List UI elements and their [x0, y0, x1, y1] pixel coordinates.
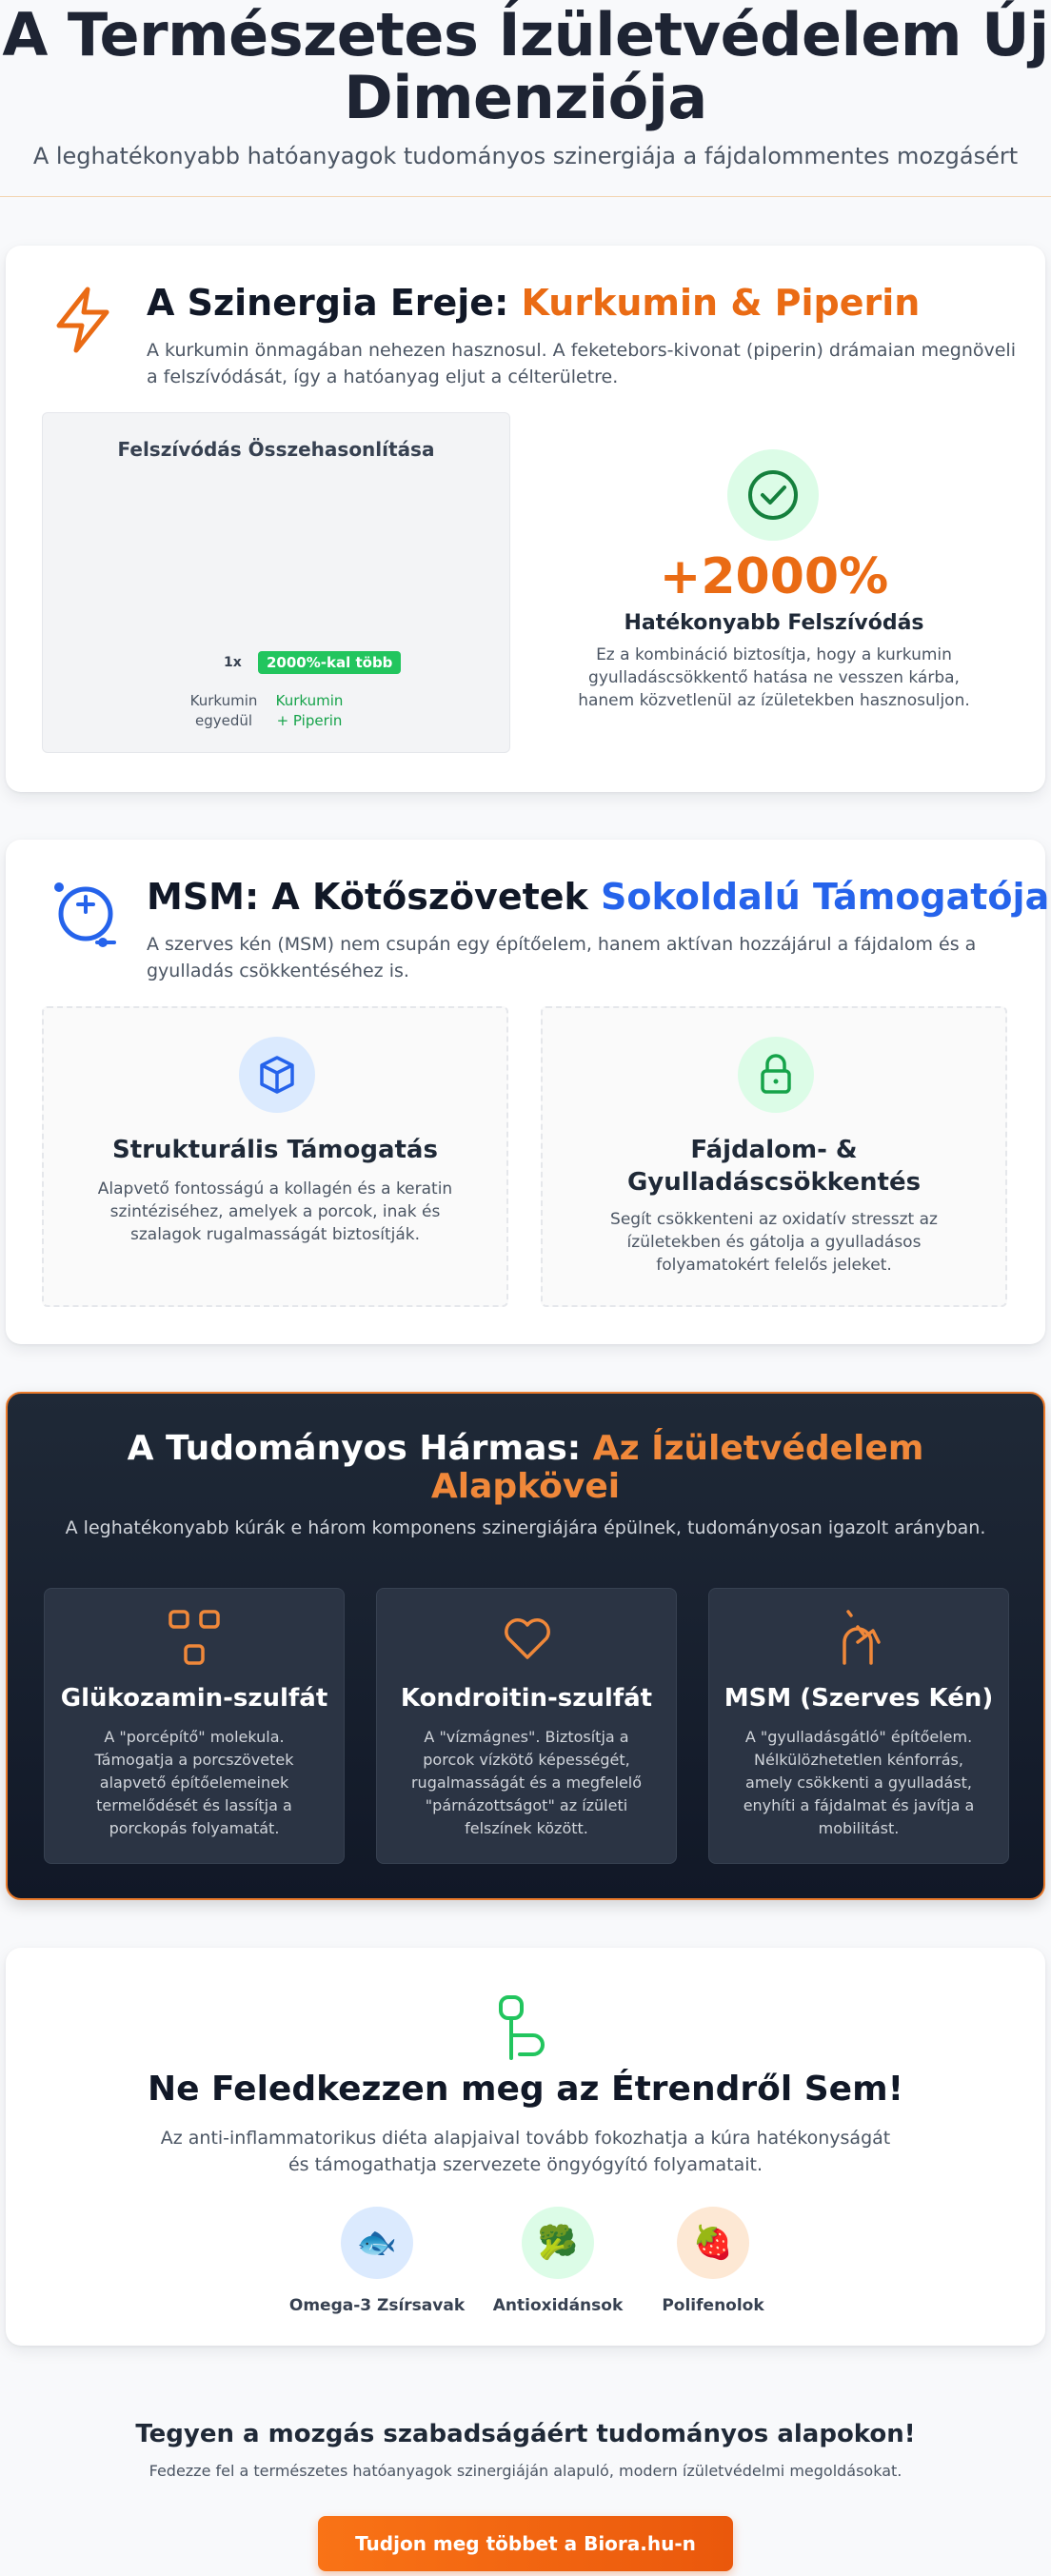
feature-pain-relief	[541, 1006, 1007, 1307]
category-b-line1: Kurkumin	[275, 692, 344, 709]
pillar-description: A "vízmágnes". Biztosítja a porcok vízkötő képességét, rugalmasságát és a megfelelő "párnázottságot" az ízületi felszínek között.	[410, 1728, 643, 1837]
category-curcumin-piperine	[271, 691, 347, 731]
msm-description: A szerves kén (MSM) nem csupán egy építőelem, hanem aktívan hozzájárul a fájdalom és a gyulladás csökkentéséhez is.	[147, 934, 977, 981]
stat-value: +2000%	[659, 548, 889, 605]
trio-title	[46, 1430, 1005, 1506]
pillar-chondroitin	[376, 1588, 677, 1864]
pillar-title: Kondroitin-szulfát	[400, 1684, 653, 1713]
category-a-line2: egyedül	[194, 712, 253, 729]
pillar-glucosamine	[44, 1588, 345, 1864]
synergy-description: A kurkumin önmagában nehezen hasznosul. A feketebors-kivonat (piperin) drámaian megnöveli a felszívódását, így a hatóanyag eljut a célterületre.	[147, 340, 1016, 387]
page-subtitle: A leghatékonyabb hatóanyagok tudományos szinergiája a fájdalommentes mozgásért	[32, 143, 1019, 169]
pillar-title: Glükozamin-szulfát	[60, 1684, 328, 1713]
stat-badge	[727, 449, 819, 541]
diet-item-label: Polifenolok	[662, 2296, 764, 2315]
heart-icon	[499, 1608, 556, 1669]
pillar-msm	[708, 1588, 1009, 1864]
category-a-line1: Kurkumin	[189, 692, 258, 709]
pillar-description: A "gyulladásgátló" építőelem. Nélkülözhetetlen kénforrás, amely csökkenti a gyulladást, enyhíti a fájdalmat és javítja a mobilitást.	[743, 1728, 975, 1837]
pillar-description: A "porcépítő" molekula. Támogatja a porcszövetek alapvető építőelemeinek termelődését és lassítja a porckopás folyamatát.	[94, 1728, 294, 1837]
feature-title	[562, 1134, 986, 1199]
synergy-card	[6, 246, 1045, 792]
pillar-title: MSM (Szerves Kén)	[724, 1684, 994, 1713]
trio-card	[6, 1392, 1045, 1900]
trio-subtitle: A leghatékonyabb kúrák e három komponens szinergiájára épülnek, tudományosan igazolt arányban.	[65, 1517, 986, 1538]
cta-title: Tegyen a mozgás szabadságáért tudományos alapokon!	[135, 2420, 916, 2448]
msm-card	[6, 840, 1050, 1344]
page-title-line2: Dimenziója	[344, 63, 707, 132]
feature-title-line1: Fájdalom- &	[690, 1136, 858, 1164]
strawberry-icon: 🍓	[677, 2207, 749, 2279]
diet-card	[6, 1948, 1045, 2346]
wheat-icon	[491, 1993, 560, 2062]
chart-title: Felszívódás Összehasonlítása	[117, 438, 435, 461]
hero-divider	[0, 196, 1051, 197]
lock-icon	[738, 1037, 814, 1113]
bar-label-curcumin-piperine: 2000%-kal több	[258, 651, 401, 674]
feature-icon-wrap	[738, 1037, 814, 1113]
synergy-title-accent: Kurkumin & Piperin	[521, 282, 921, 324]
bar-label-curcumin-alone: 1x	[224, 655, 242, 670]
msm-title	[147, 876, 1049, 918]
diet-item-label: Omega-3 Zsírsavak	[288, 2296, 466, 2315]
msm-title-accent: Sokoldalú Támogatója	[601, 876, 1050, 918]
category-b-line2: + Piperin	[276, 712, 343, 729]
feature-title-line2: Gyulladáscsökkentés	[626, 1168, 922, 1197]
check-circle-icon	[727, 449, 819, 541]
page-title	[0, 0, 1051, 132]
feature-icon-wrap	[239, 1037, 315, 1113]
diet-title: Ne Feledkezzen meg az Étrendről Sem!	[147, 2070, 904, 2109]
diet-item-label: Antioxidánsok	[492, 2296, 624, 2315]
lightning-icon	[46, 282, 122, 358]
diet-description: Az anti-inflammatorikus diéta alapjaival tovább fokozhatja a kúra hatékonyságát és támogathatja szervezete öngyógyító folyamatait.	[160, 2128, 891, 2175]
feature-description: Segít csökkenteni az oxidatív stresszt az ízületekben és gátolja a gyulladásos folyamatokért felelős jeleket.	[610, 1210, 938, 1275]
learn-more-button[interactable]: Tudjon meg többet a Biora.hu-n	[318, 2516, 733, 2571]
feature-description: Alapvető fontosságú a kollagén és a keratin szintéziséhez, amelyek a porcok, inak és szalagok rugalmasságát biztosítják.	[97, 1179, 453, 1244]
molecule-icon	[46, 876, 122, 952]
trio-title-accent: Az Ízületvédelem Alapkövei	[430, 1429, 924, 1506]
page-title-line1: A Természetes Ízületvédelem Új	[2, 0, 1049, 69]
synergy-title-prefix: A Szinergia Ereje:	[147, 282, 522, 324]
synergy-title	[147, 282, 920, 324]
cta-description: Fedezze fel a természetes hatóanyagok szinergiáján alapuló, modern ízületvédelmi megoldásokat.	[149, 2462, 902, 2480]
broccoli-icon: 🥦	[522, 2207, 594, 2279]
fish-icon: 🐟	[341, 2207, 413, 2279]
stat-description: Ez a kombináció biztosítja, hogy a kurkumin gyulladáscsökkentő hatása ne vesszen kárba, hanem közvetlenül az ízületekben hasznosuljon.	[578, 645, 970, 710]
cube-icon	[239, 1037, 315, 1113]
feature-title: Strukturális Támogatás	[112, 1136, 438, 1164]
joint-icon	[831, 1608, 888, 1669]
grid-icon	[167, 1608, 224, 1669]
category-curcumin-alone	[186, 691, 262, 731]
feature-structural-support	[42, 1006, 508, 1307]
trio-title-prefix: A Tudományos Hármas:	[127, 1429, 593, 1468]
absorption-chart	[42, 412, 510, 753]
hero	[0, 0, 1051, 169]
msm-title-prefix: MSM: A Kötőszövetek	[147, 876, 602, 918]
stat-label: Hatékonyabb Felszívódás	[624, 611, 924, 635]
